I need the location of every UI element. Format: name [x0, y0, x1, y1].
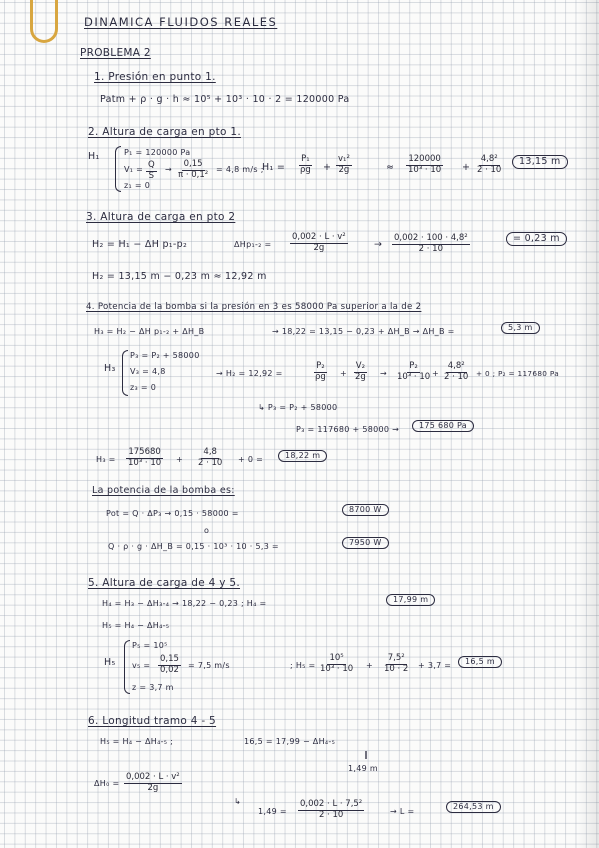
result-dh12: = 0,23 m — [506, 232, 567, 246]
s5-plus: + — [366, 661, 374, 670]
z5-value: z = 3,7 m — [132, 683, 174, 692]
p3-arrow-eq: ↳ P₃ = P₂ + 58000 — [258, 403, 338, 412]
plus-1: + — [323, 162, 332, 173]
page-edge-shadow — [577, 0, 599, 848]
h1-frac-v-num: v₁² — [338, 154, 350, 164]
v1-frac-num: 0,15 — [183, 159, 203, 169]
result-p3: 175 680 Pa — [412, 420, 474, 432]
dh12-fraction-2 — [392, 234, 470, 255]
v-frac-2-num: 4,8² — [447, 361, 465, 371]
v1-fraction-2 — [176, 160, 210, 181]
h5-frac-v — [382, 654, 410, 675]
h5-h4-eq: H₅ = H₄ − ΔH₄-₅ ; — [100, 737, 174, 746]
binder-ring — [30, 0, 58, 43]
section-1-equation: Patm + ρ · g · h ≈ 10⁵ + 10³ · 10 · 2 = 120000 Pa — [100, 94, 350, 105]
h1-frac-v2-den: 2 · 10 — [477, 164, 502, 175]
length-frac — [298, 800, 364, 821]
v1-frac-den: π · 0,1² — [178, 169, 209, 180]
z3-value: z₃ = 0 — [130, 383, 157, 392]
p2-result: + 0 ; P₂ = 117680 Pa — [476, 369, 559, 378]
h5-frac-v-num: 7,5² — [387, 653, 405, 663]
section-6-heading: 6. Longitud tramo 4 - 5 — [88, 715, 217, 727]
dh45-value: 1,49 m — [348, 764, 378, 773]
dh12-num-2: 0,002 · 100 · 4,8² — [394, 233, 468, 243]
section-2-heading: 2. Altura de carga en pto 1. — [88, 126, 241, 138]
v1-den: S — [148, 170, 155, 181]
dh0-label: ΔH₀ = — [94, 779, 120, 788]
v5-label: v₅ = — [132, 661, 151, 670]
h3-frac-num: 175680 — [128, 447, 161, 457]
h3-frac-v-den: 2 · 10 — [198, 457, 223, 468]
h2-result-eq: H₂ = 13,15 m − 0,23 m ≈ 12,92 m — [92, 271, 267, 282]
power-eq-1: Pot = Q · ΔP₃ → 0,15 · 58000 = — [106, 509, 239, 518]
p3-rel: P₃ = P₂ + 58000 — [130, 351, 200, 360]
dh12-num: 0,002 · L · v² — [292, 232, 346, 242]
result-power-1: 8700 W — [342, 504, 389, 516]
h1-frac-num-top: 120000 — [408, 154, 441, 164]
p2-frac-num: P₂ — [316, 361, 325, 371]
v5-frac — [158, 655, 181, 676]
dh45-eq: 16,5 = 17,99 − ΔH₄-₅ — [244, 737, 336, 746]
page-title: DINAMICA FLUIDOS REALES — [84, 15, 278, 29]
result-length: 264,53 m — [446, 801, 501, 813]
h1-label: H₁ — [88, 151, 100, 162]
z1-value: z₁ = 0 — [124, 181, 151, 190]
h2-value-eq: → H₂ = 12,92 = — [216, 369, 283, 378]
p1-value: P₁ = 120000 Pa — [124, 148, 191, 157]
s4-arrow: → — [380, 369, 388, 378]
result-h3: 18,22 m — [278, 450, 327, 462]
s6-arrow: ↳ — [234, 797, 242, 806]
h3-eq-b: → 18,22 = 13,15 − 0,23 + ΔH_B → ΔH_B = — [272, 327, 455, 336]
dh0-frac-den: 2g — [147, 782, 159, 793]
p2-frac-2 — [395, 362, 432, 383]
plus-2: + — [462, 162, 471, 173]
power-heading: La potencia de la bomba es: — [92, 485, 235, 496]
result-power-2: 7950 W — [342, 537, 389, 549]
length-tail: → L = — [390, 807, 415, 816]
h5-eq: H₅ = H₄ − ΔH₄-₅ — [102, 621, 170, 630]
h1-frac-p — [298, 155, 313, 176]
v-frac-2 — [442, 362, 470, 383]
section-5-heading: 5. Altura de carga de 4 y 5. — [88, 577, 241, 589]
dh12-label: ΔHp₁-₂ = — [234, 240, 272, 249]
h3-frac-v-num: 4,8 — [203, 447, 217, 457]
h3-frac-v — [196, 448, 224, 469]
h3-label: H₃ — [104, 363, 116, 374]
result-h4: 17,99 m — [386, 594, 435, 606]
power-or: o — [204, 526, 210, 535]
v5-frac-num: 0,15 — [160, 654, 179, 664]
length-frac-num: 0,002 · L · 7,5² — [300, 799, 363, 809]
v-frac-2-den: 2 · 10 — [444, 371, 469, 382]
s3-arrow: → — [374, 239, 383, 250]
dh12-fraction — [290, 233, 348, 254]
result-h1: 13,15 m — [512, 155, 568, 169]
v3-value: V₃ = 4,8 — [130, 367, 166, 376]
h1-frac-p-num: P₁ — [301, 154, 310, 164]
approx-sign: ≈ — [386, 162, 395, 173]
length-eq: 1,49 = — [258, 807, 287, 816]
v2-frac — [353, 362, 368, 383]
s4-plus-3: + — [176, 455, 184, 464]
h3-brace — [122, 350, 128, 396]
h1-eq-label: H₁ = — [262, 162, 286, 173]
dh0-frac-num: 0,002 · L · v² — [126, 772, 180, 782]
p2-frac-den: ρg — [315, 371, 326, 382]
v2-frac-den: 2g — [355, 371, 366, 382]
length-frac-den: 2 · 10 — [318, 809, 344, 820]
h5-brace — [124, 640, 130, 694]
dh12-den: 2g — [313, 242, 325, 253]
h5-value-label: ; H₅ = — [290, 661, 316, 670]
power-eq-2: Q · ρ · g · ΔH_B = 0,15 · 10³ · 10 · 5,3 = — [108, 542, 279, 551]
h5-frac-p — [318, 654, 355, 675]
h5-frac-p-den: 10³ · 10 — [320, 663, 354, 674]
problem-label: PROBLEMA 2 — [80, 47, 151, 59]
h1-frac-v-den: 2g — [338, 164, 350, 175]
v1-result: = 4,8 m/s ; — [216, 165, 264, 174]
s4-plus-2: + — [432, 369, 440, 378]
h5-label: H₅ — [104, 657, 116, 668]
p2-frac — [313, 362, 328, 383]
p2-frac-2-num: P₂ — [409, 361, 418, 371]
p2-frac-2-den: 10³ · 10 — [397, 371, 431, 382]
v1-label: V₁ = — [124, 165, 144, 174]
h3-tail: + 0 = — [238, 455, 264, 464]
p3-sum-eq: P₃ = 117680 + 58000 → — [296, 425, 400, 434]
s4-plus-1: + — [340, 369, 348, 378]
h4-eq: H₄ = H₃ − ΔH₃-₄ → 18,22 − 0,23 ; H₄ = — [102, 599, 267, 608]
h2-eq: H₂ = H₁ − ΔH p₁-p₂ — [92, 239, 188, 250]
h1-brace — [115, 146, 121, 192]
h1-frac-num-bottom: 10³ · 10 — [408, 164, 442, 175]
equals-vertical: ‖ — [364, 750, 369, 759]
h1-frac-v — [336, 155, 352, 176]
h1-frac-num — [406, 155, 443, 176]
v2-frac-num: V₂ — [355, 361, 366, 371]
h5-frac-v-den: 10 · 2 — [384, 663, 409, 674]
h1-frac-v2-num: 4,8² — [480, 154, 498, 164]
section-1-heading: 1. Presión en punto 1. — [94, 71, 216, 83]
result-dhb: 5,3 m — [501, 322, 540, 334]
v1-fraction — [146, 161, 157, 182]
h3-value-label: H₃ = — [96, 455, 116, 464]
dh12-den-2: 2 · 10 — [418, 243, 444, 254]
result-h5: 16,5 m — [458, 656, 502, 668]
h1-frac-v2 — [475, 155, 503, 176]
h3-eq: H₃ = H₂ − ΔH p₁-₂ + ΔH_B — [94, 327, 205, 336]
v1-arrow: → — [165, 165, 173, 174]
h1-frac-p-den: ρg — [300, 164, 311, 175]
v5-result: = 7,5 m/s — [188, 661, 230, 670]
h3-frac-den: 10³ · 10 — [128, 457, 162, 468]
p5-value: P₅ = 10⁵ — [132, 641, 168, 650]
v1-num: Q — [148, 160, 155, 170]
section-3-heading: 3. Altura de carga en pto 2 — [86, 211, 236, 223]
h5-tail: + 3,7 = — [418, 661, 452, 670]
h3-frac — [126, 448, 163, 469]
dh0-frac — [124, 773, 182, 794]
h5-frac-p-num: 10⁵ — [329, 653, 344, 663]
v5-frac-den: 0,02 — [160, 664, 179, 675]
section-4-heading: 4. Potencia de la bomba si la presión en 3 es 58000 Pa superior a la de 2 — [86, 302, 422, 312]
